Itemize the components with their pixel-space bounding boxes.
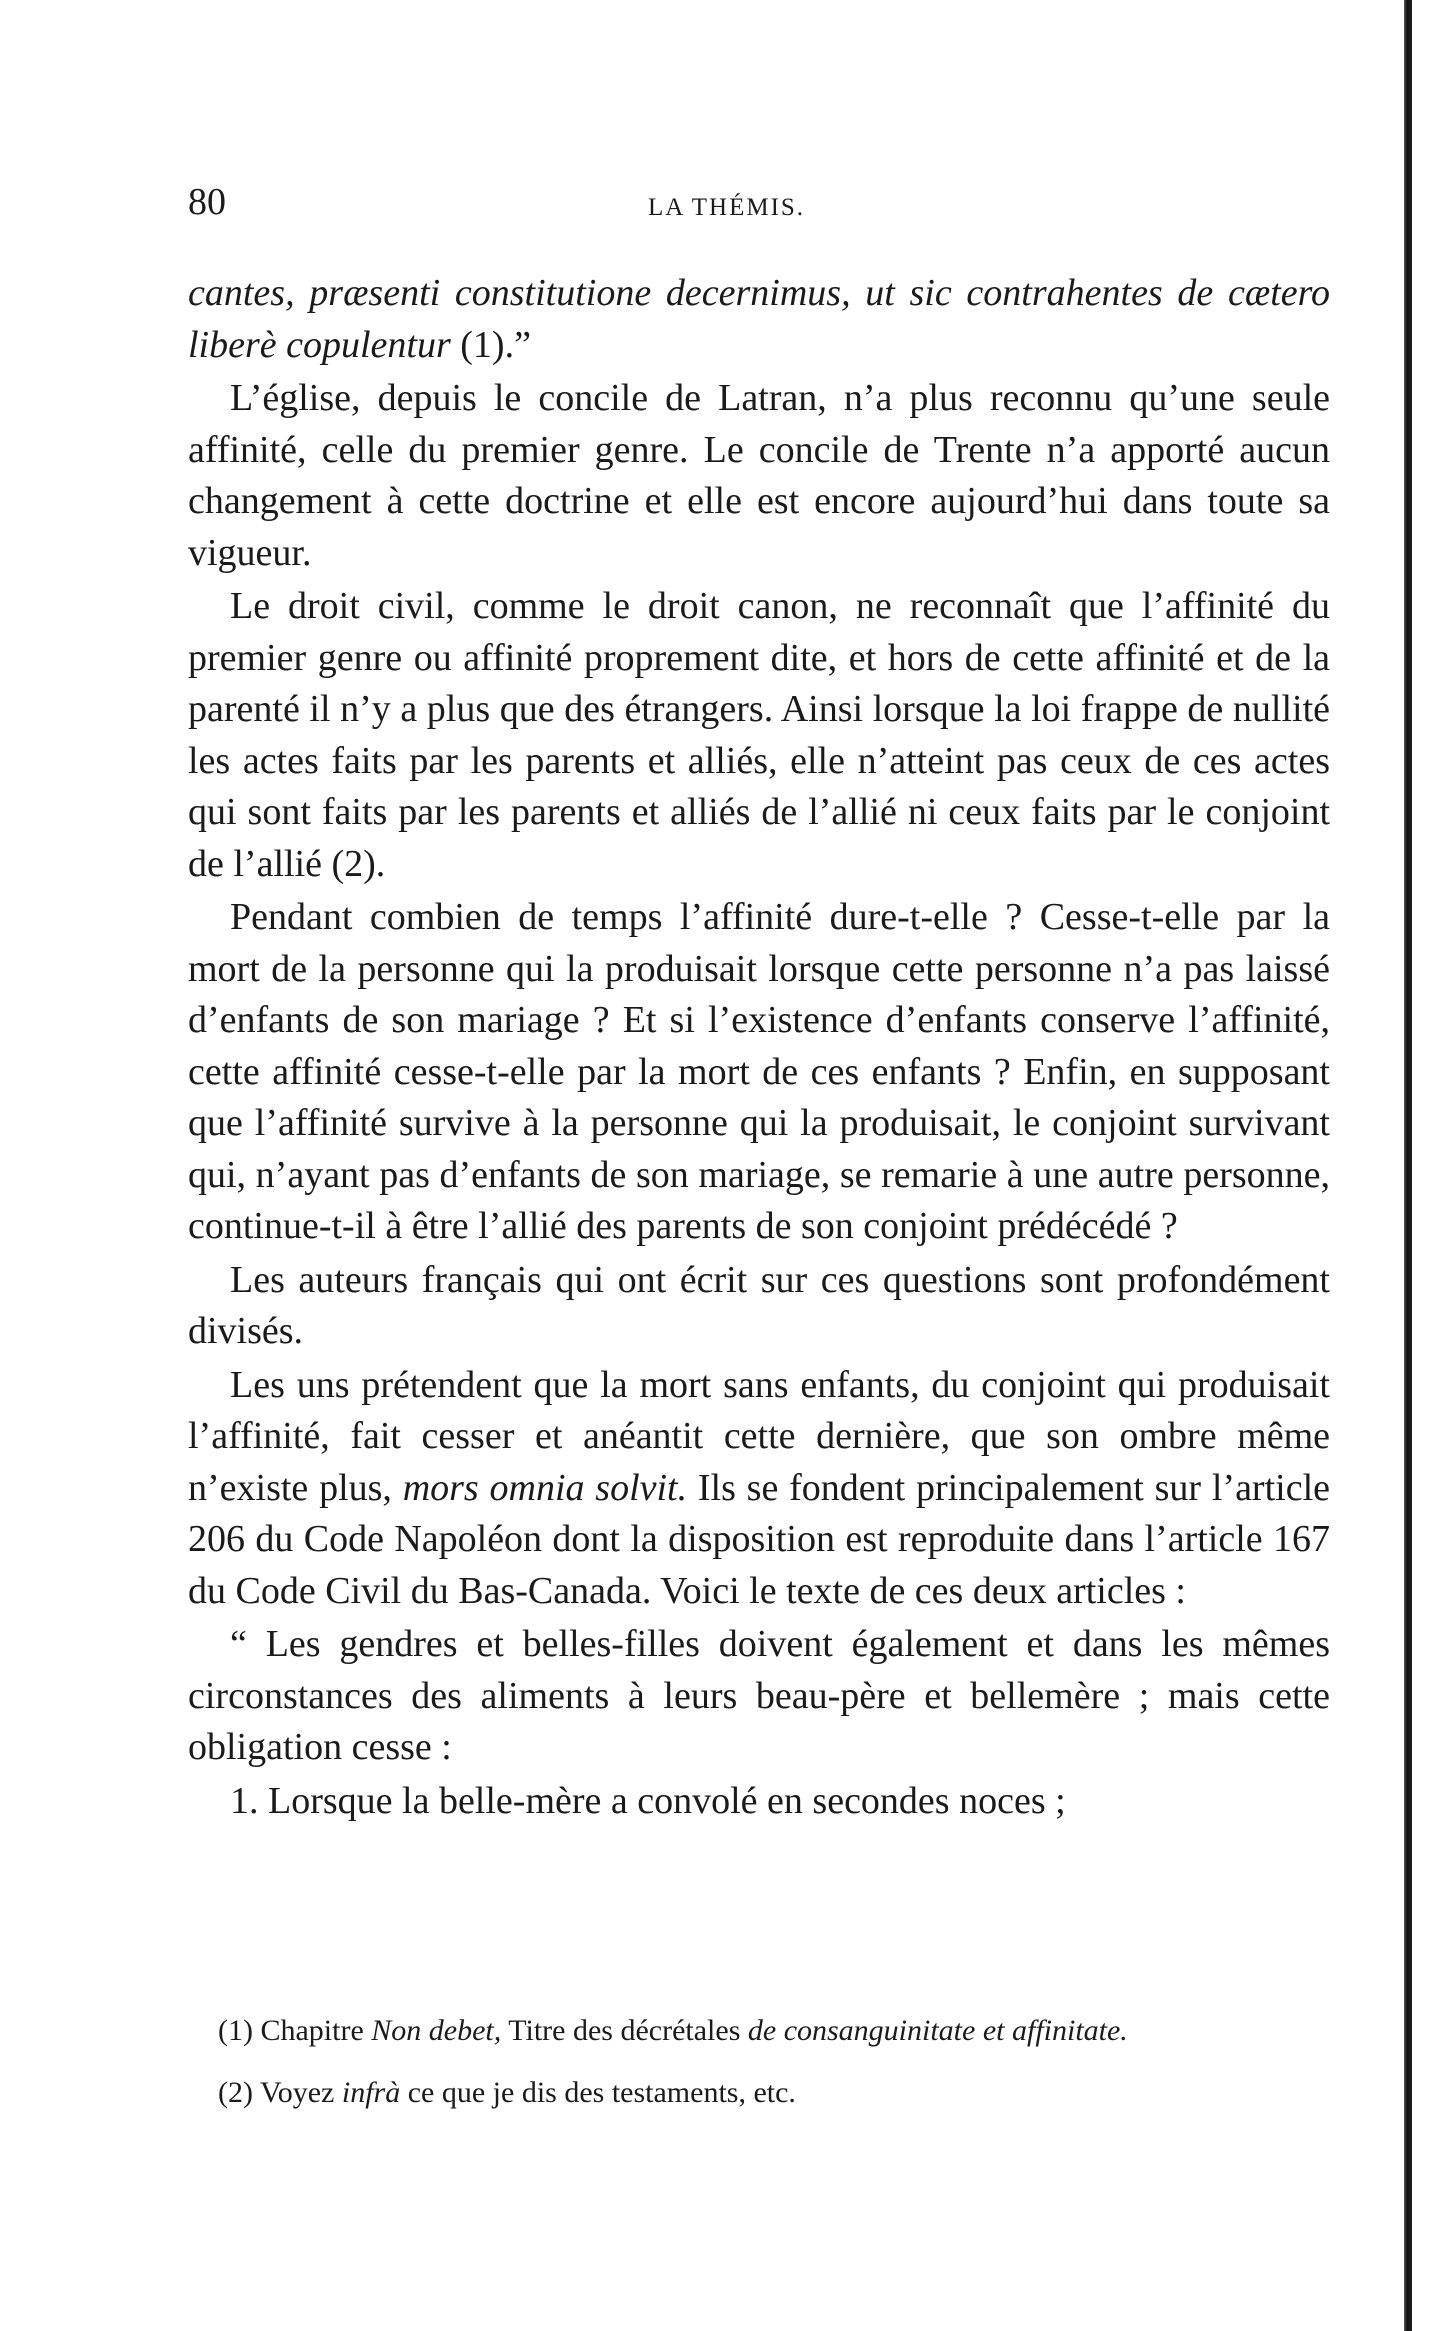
page-header (188, 180, 1328, 240)
quoted-article: “ Les gendres et belles-filles doivent également et dans les mêmes circonstances des aliments à leurs beau-père et bellemère ; mais cette obligation cesse : (188, 1623, 1330, 1768)
paragraph: Le droit civil, comme le droit canon, ne reconnaît que l’affinité du premier genre ou affinité proprement dite, et hors de cette affinité et de la parenté il n’y a plus que des étrangers. Ainsi lorsque la loi frappe de nullité les actes faits par les parents et alliés, elle n’atteint pas ceux de ces actes qui sont faits par les parents et alliés de l’allié ni ceux faits par le conjoint de l’allié (2). (188, 585, 1330, 885)
paragraph-text: Les uns prétendent que la mort sans enfants, du conjoint qui produisait l’affinité, fait cesser et anéantit cette dernière, que son ombre même n’existe plus, (188, 1363, 1330, 1509)
paragraph (188, 1360, 1330, 1618)
footnote-text: (1) Chapitre (218, 2014, 372, 2047)
paragraph: Les auteurs français qui ont écrit sur ces questions sont profondément divisés. (188, 1258, 1330, 1352)
footnote-italic: Non debet, (371, 2014, 502, 2047)
latin-quote: cantes, præsenti constitutione decernimus, ut sic contrahentes de cætero liberè copulentur (188, 272, 1330, 366)
footnote-text: (2) Voyez (218, 2076, 342, 2109)
footnote-ref-1: (1).” (450, 323, 531, 366)
footnote-text: Titre des décrétales (501, 2014, 748, 2047)
article-item: 1. Lorsque la belle-mère a convolé en secondes noces ; (230, 1779, 1066, 1822)
paragraph: L’église, depuis le concile de Latran, n’a plus reconnu qu’une seule affinité, celle du premier genre. Le concile de Trente n’a apporté aucun changement à cette doctrine et elle est encore aujourd’hui dans toute sa vigueur. (188, 377, 1330, 574)
footnote-text: ce que je dis des testaments, etc. (400, 2076, 796, 2109)
paragraph: Pendant combien de temps l’affinité dure-t-elle ? Cesse-t-elle par la mort de la personne qui la produisait lorsque cette personne n’a pas laissé d’enfants de son mariage ? Et si l’existence d’enfants conserve l’affinité, cette affinité cesse-t-elle par la mort de ces enfants ? Enfin, en supposant que l’affinité survive à la personne qui la produisait, le conjoint survivant qui, n’ayant pas d’enfants de son mariage, se remarie à une autre personne, continue-t-il à être l’allié des parents de son conjoint prédécédé ? (188, 896, 1330, 1247)
paragraph-text: Ils se fondent principalement sur l’article 206 du Code Napoléon dont la disposition est reproduite dans l’article 167 du Code Civil du Bas-Canada. Voici le texte de ces deux articles : (188, 1466, 1330, 1612)
running-title: LA THÉMIS. (648, 194, 806, 221)
page-number: 80 (188, 181, 226, 223)
footnote-italic: infrà (341, 2076, 401, 2109)
footnote-2 (188, 2072, 1330, 2114)
page-edge-shadow (1404, 0, 1412, 2331)
latin-phrase: mors omnia solvit. (402, 1466, 688, 1509)
body-text (188, 268, 1330, 1829)
footnote-1 (188, 2010, 1330, 2052)
footnote-italic: de consanguinitate et affinitate. (747, 2014, 1128, 2047)
paragraph-continuation (188, 268, 1330, 371)
footnotes (188, 2010, 1330, 2134)
